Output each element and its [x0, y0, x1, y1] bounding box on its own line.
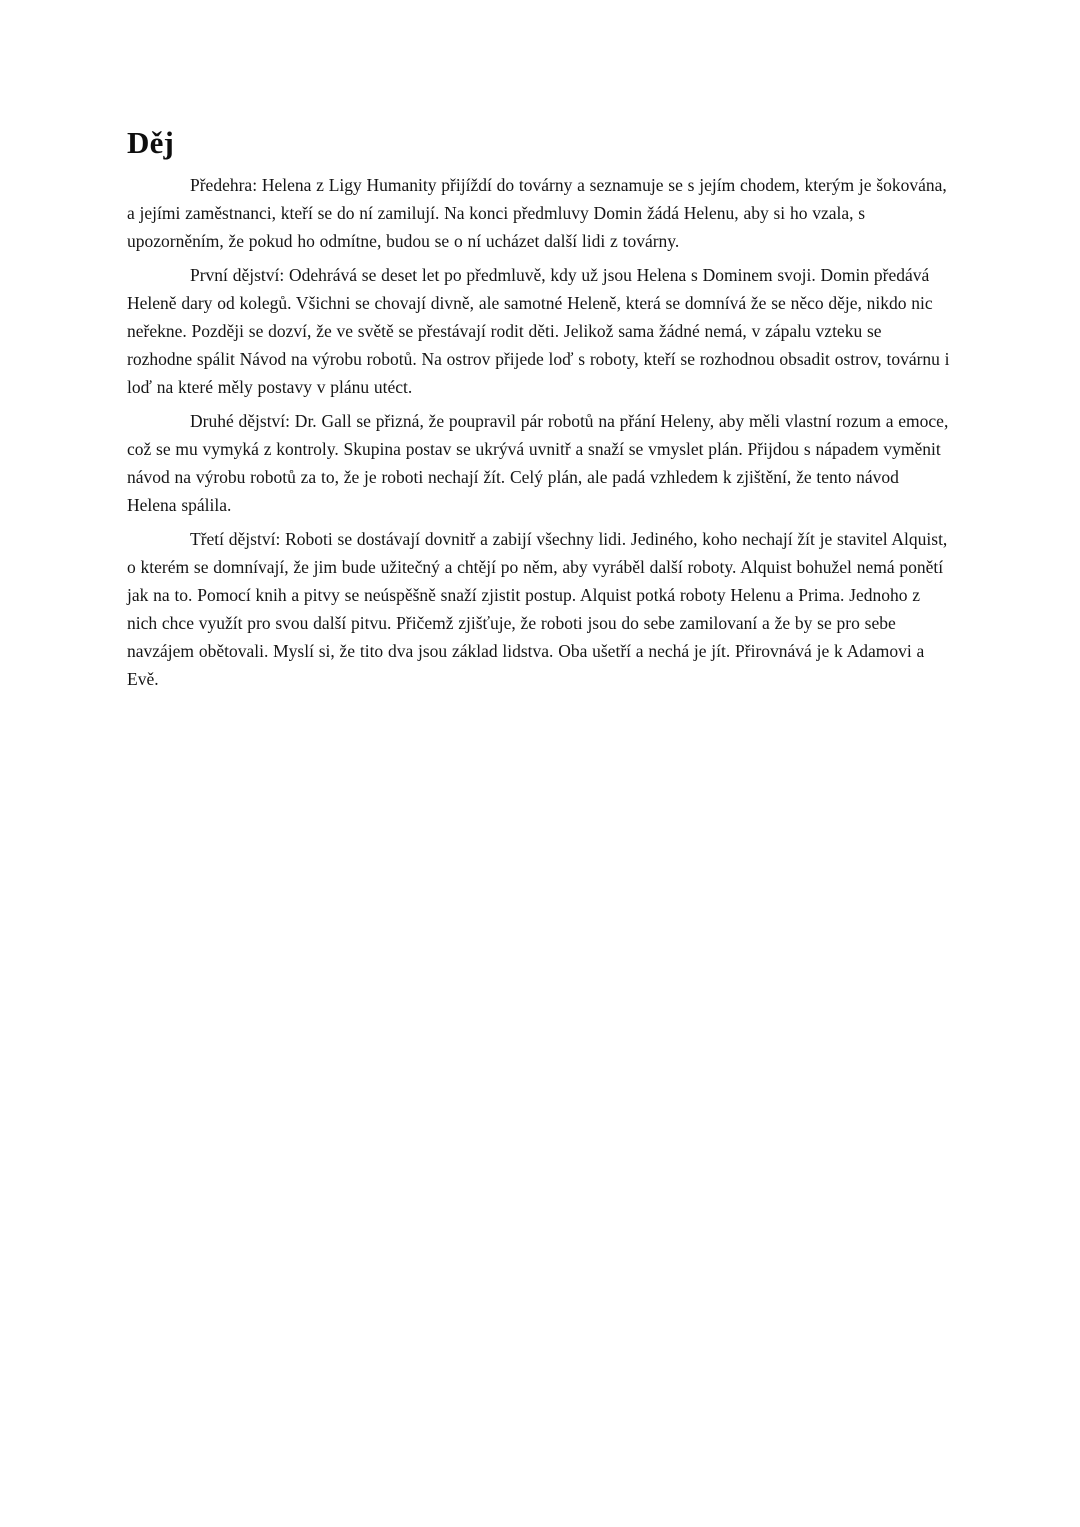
section-heading-dej: Děj [127, 125, 175, 160]
paragraph-druhe-dejstvi: Druhé dějství: Dr. Gall se přizná, že poupravil pár robotů na přání Heleny, aby měli vlastní rozum a emoce, což se mu vymyká z kontroly. Skupina postav se ukrývá uvnitř a snaží se vmyslet plán. Přijdou s nápadem vyměnit návod na výrobu robotů za to, že je roboti nechají žít. Celý plán, ale padá vzhledem k zjištění, že tento návod Helena spálila. [127, 411, 949, 515]
paragraph-prvni-dejstvi: První dějství: Odehrává se deset let po předmluvě, kdy už jsou Helena s Dominem svoji. Domin předává Heleně dary od kolegů. Všichni se chovají divně, ale samotné Heleně, která se domnívá že se něco děje, nikdo nic neřekne. Později se dozví, že ve světě se přestávají rodit děti. Jelikož sama žádné nemá, v zápalu vzteku se rozhodne spálit Návod na výrobu robotů. Na ostrov přijede loď s roboty, kteří se rozhodnou obsadit ostrov, továrnu i loď na které měly postavy v plánu utéct. [127, 265, 950, 397]
paragraph-treti-dejstvi: Třetí dějství: Roboti se dostávají dovnitř a zabijí všechny lidi. Jediného, koho nechají žít je stavitel Alquist, o kterém se domnívají, že jim bude užitečný a chtějí po něm, aby vyráběl další roboty. Alquist bohužel nemá ponětí jak na to. Pomocí knih a pitvy se neúspěšně snaží zjistit postup. Alquist potká roboty Helenu a Prima. Jednoho z nich chce využít pro svou další pitvu. Přičemž zjišťuje, že roboti jsou do sebe zamilovaní a že by se pro sebe navzájem obětovali. Myslí si, že tito dva jsou základ lidstva. Oba ušetří a nechá je jít. Přirovnává je k Adamovi a Evě. [127, 529, 948, 689]
document-content [127, 124, 951, 699]
paragraph-predehra: Předehra: Helena z Ligy Humanity přijíždí do továrny a seznamuje se s jejím chodem, kterým je šokována, a jejími zaměstnanci, kteří se do ní zamilují. Na konci předmluvy Domin žádá Helenu, aby si ho vzala, s upozorněním, že pokud ho odmítne, budou se o ní ucházet další lidi z továrny. [127, 175, 947, 251]
